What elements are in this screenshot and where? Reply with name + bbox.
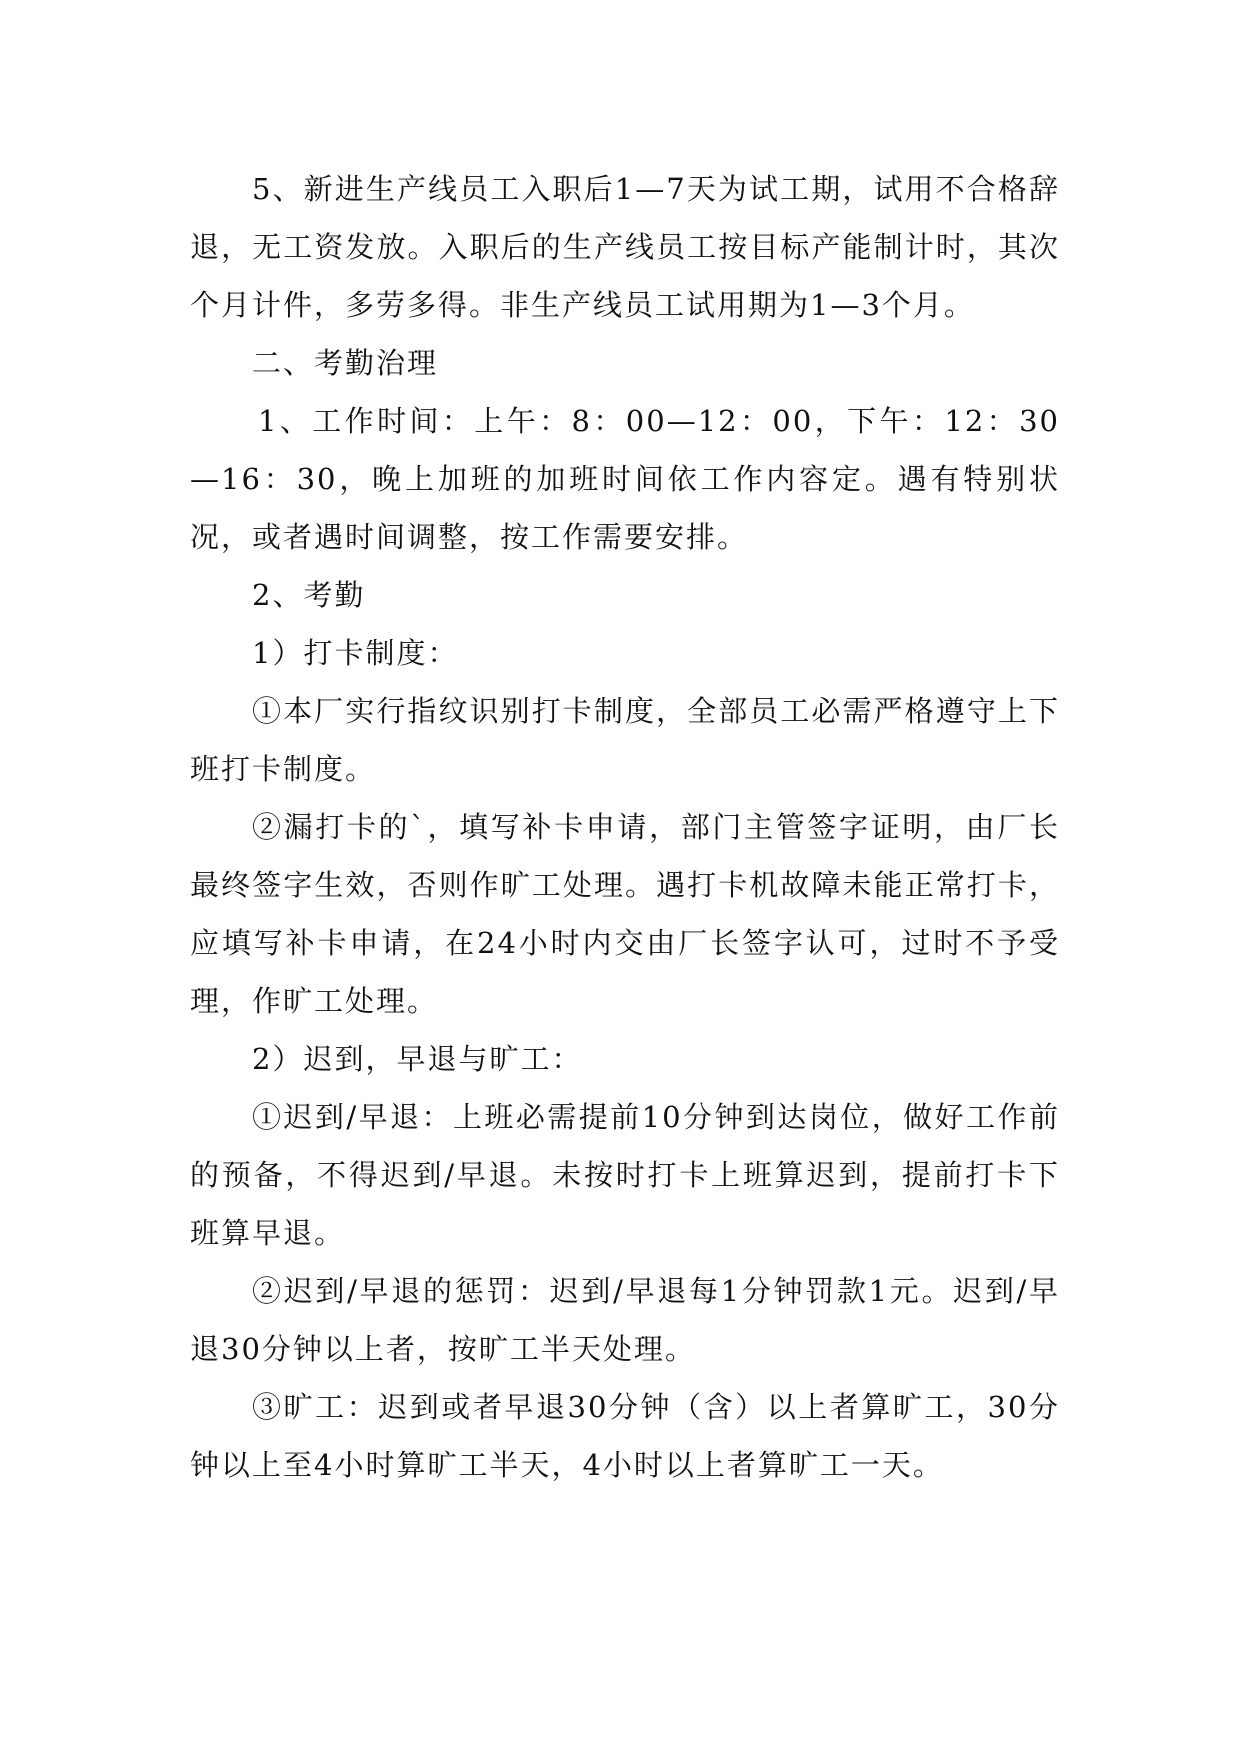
subheading-clock-in: 1）打卡制度： <box>252 636 459 670</box>
paragraph-fingerprint: ①本厂实行指纹识别打卡制度，全部员工必需严格遵守上下班打卡制度。 <box>190 694 1060 786</box>
paragraph-absence: ③旷工：迟到或者早退30分钟（含）以上者算旷工，30分钟以上至4小时算旷工半天，4小时以上者算旷工一天。 <box>190 1390 1060 1482</box>
subheading-attendance: 2、考勤 <box>252 578 366 612</box>
paragraph-penalty: ②迟到/早退的惩罚：迟到/早退每1分钟罚款1元。迟到/早退30分钟以上者，按旷工半天处理。 <box>190 1274 1060 1366</box>
document-body <box>190 160 1060 1494</box>
paragraph-work-hours: 1、工作时间：上午：8：00—12：00，下午：12：30—16：30，晚上加班的加班时间依工作内容定。遇有特别状况，或者遇时间调整，按工作需要安排。 <box>190 404 1060 554</box>
paragraph-late-early: ①迟到/早退：上班必需提前10分钟到达岗位，做好工作前的预备，不得迟到/早退。未按时打卡上班算迟到，提前打卡下班算早退。 <box>190 1100 1060 1250</box>
section-heading-attendance: 二、考勤治理 <box>252 346 439 380</box>
paragraph-missed-clock: ②漏打卡的`，填写补卡申请，部门主管签字证明，由厂长最终签字生效，否则作旷工处理。遇打卡机故障未能正常打卡，应填写补卡申请，在24小时内交由厂长签字认可，过时不予受理，作旷工处理。 <box>190 810 1060 1018</box>
paragraph-probation: 5、新进生产线员工入职后1—7天为试工期，试用不合格辞退，无工资发放。入职后的生产线员工按目标产能制计时，其次个月计件，多劳多得。非生产线员工试用期为1—3个月。 <box>190 172 1060 322</box>
subheading-late-absence: 2）迟到，早退与旷工： <box>252 1042 583 1076</box>
